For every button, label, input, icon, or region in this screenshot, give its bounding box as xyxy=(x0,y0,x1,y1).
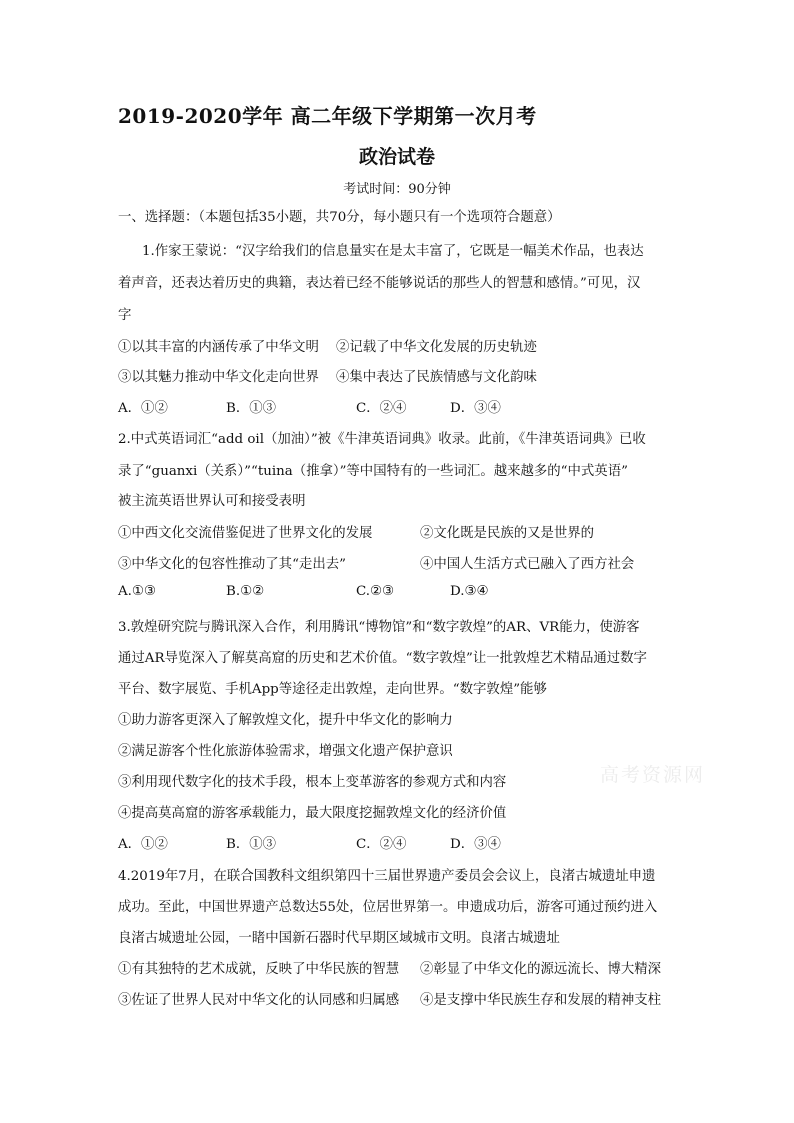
q1-line-3: 字 xyxy=(118,308,132,323)
q2-option-b: B.①② xyxy=(226,584,265,599)
watermark: 高考资源网 xyxy=(600,764,706,786)
q2-line-1: 2.中式英语词汇“add oil（加油）”被《牛津英语词典》收录。此前，《牛津英语词典》已收 xyxy=(118,432,646,447)
q4-line-2: 成功。至此，中国世界遗产总数达55处，位居世界第一。申遗成功后，游客可通过预约进入 xyxy=(118,900,658,915)
subject-title: 政治试卷 xyxy=(358,146,435,168)
exam-title: 2019-2020学年 高二年级下学期第一次月考 xyxy=(118,104,537,128)
q1-option-b: B．①③ xyxy=(226,401,277,416)
q2-statement-2: ②文化既是民族的又是世界的 xyxy=(420,526,595,541)
q3-line-3: 平台、数字展览、手机App等途径走出敦煌，走向世界。“数字敦煌”能够 xyxy=(118,682,547,697)
q3-option-d: D．③④ xyxy=(450,837,501,852)
q3-option-c: C．②④ xyxy=(356,837,407,852)
q4-statement-4: ④是支撑中华民族生存和发展的精神支柱 xyxy=(420,993,662,1008)
q1-option-c: C．②④ xyxy=(356,401,407,416)
q2-statement-3: ③中华文化的包容性推动了其“走出去” xyxy=(118,557,346,572)
q1-option-d: D．③④ xyxy=(450,401,501,416)
q3-option-b: B．①③ xyxy=(226,837,277,852)
q3-statement-4: ④提高莫高窟的游客承载能力，最大限度挖掘敦煌文化的经济价值 xyxy=(118,806,507,821)
q2-line-2: 录了“guanxi（关系）”“tuina（推拿）”等中国特有的一些词汇。越来越多的“中式英语” xyxy=(118,464,628,479)
q1-statement-3: ③以其魅力推动中华文化走向世界 xyxy=(118,370,319,385)
q2-statement-4: ④中国人生活方式已融入了西方社会 xyxy=(420,557,635,572)
q1-statement-1: ①以其丰富的内涵传承了中华文明 xyxy=(118,340,319,355)
q2-statement-1: ①中西文化交流借鉴促进了世界文化的发展 xyxy=(118,526,373,541)
q4-statement-1: ①有其独特的艺术成就，反映了中华民族的智慧 xyxy=(118,962,400,977)
q1-line-1: 1.作家王蒙说：“汉字给我们的信息量实在是太丰富了，它既是一幅美术作品，也表达 xyxy=(142,244,644,259)
q2-option-d: D.③④ xyxy=(450,584,489,599)
q2-option-a: A.①③ xyxy=(118,584,156,599)
q3-line-2: 通过AR导览深入了解莫高窟的历史和艺术价值。“数字敦煌”让一批敦煌艺术精品通过数字 xyxy=(118,651,647,666)
q1-statement-4: ④集中表达了民族情感与文化韵味 xyxy=(336,370,537,385)
q3-option-a: A．①② xyxy=(118,837,168,852)
q1-statement-2: ②记载了中华文化发展的历史轨迹 xyxy=(336,340,537,355)
q2-line-3: 被主流英语世界认可和接受表明 xyxy=(118,494,306,509)
q4-statement-2: ②彰显了中华文化的源远流长、博大精深 xyxy=(420,962,662,977)
exam-time: 考试时间：90分钟 xyxy=(343,182,451,197)
q4-statement-3: ③佐证了世界人民对中华文化的认同感和归属感 xyxy=(118,993,400,1008)
q1-line-2: 着声音，还表达着历史的典籍，表达着已经不能够说话的那些人的智慧和感情。”可见，汉 xyxy=(118,276,641,291)
q3-statement-2: ②满足游客个性化旅游体验需求，增强文化遗产保护意识 xyxy=(118,744,453,759)
q3-statement-1: ①助力游客更深入了解敦煌文化，提升中华文化的影响力 xyxy=(118,713,453,728)
q3-line-1: 3.敦煌研究院与腾讯深入合作，利用腾讯“博物馆”和“数字敦煌”的AR、VR能力，使游客 xyxy=(118,620,640,635)
q1-option-a: A．①② xyxy=(118,401,168,416)
section-heading: 一、选择题：（本题包括35小题，共70分，每小题只有一个选项符合题意） xyxy=(118,210,561,225)
q4-line-1: 4.2019年7月，在联合国教科文组织第四十三届世界遗产委员会会议上，良渚古城遗址申遗 xyxy=(118,869,656,884)
q3-statement-3: ③利用现代数字化的技术手段，根本上变革游客的参观方式和内容 xyxy=(118,775,507,790)
q2-option-c: C.②③ xyxy=(356,584,395,599)
q4-line-3: 良渚古城遗址公园，一睹中国新石器时代早期区域城市文明。良渚古城遗址 xyxy=(118,931,560,946)
